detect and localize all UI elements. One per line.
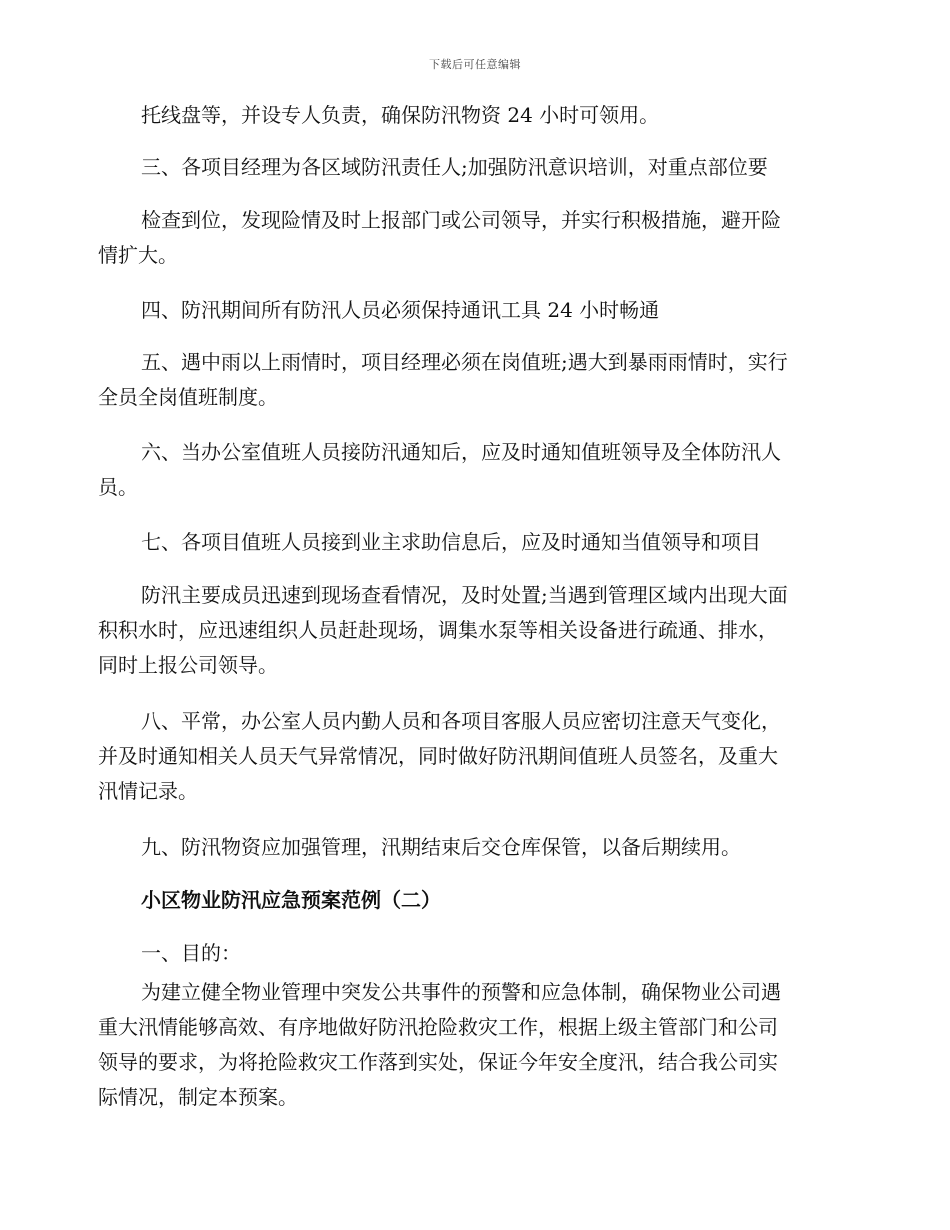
text-line: 情扩大。 <box>98 243 178 267</box>
paragraph-item-3 <box>98 150 854 185</box>
text-line: 四、防汛期间所有防汛人员必须保持通讯工具 24 小时畅通 <box>141 298 660 322</box>
text-line: 六、当办公室值班人员接防汛通知后，应及时通知值班领导及全体防汛人 <box>141 440 781 464</box>
text-line: 领导的要求，为将抢险救灾工作落到实处，保证今年安全度汛，结合我公司实 <box>98 1050 778 1074</box>
paragraph-purpose-body <box>98 975 854 1115</box>
text-line: 托线盘等，并设专人负责，确保防汛物资 24 小时可领用。 <box>141 103 660 127</box>
text-line: 汛情记录。 <box>98 779 198 803</box>
paragraph-item-4 <box>98 293 854 328</box>
text-line: 同时上报公司领导。 <box>98 653 278 677</box>
paragraph-item-6 <box>98 435 854 505</box>
text-line: 全员全岗值班制度。 <box>98 385 278 409</box>
paragraph-item-7 <box>98 525 854 560</box>
text-line: 七、各项目值班人员接到业主求助信息后，应及时通知当值领导和项目 <box>141 530 761 554</box>
paragraph-materials-duty <box>98 98 854 133</box>
text-line: 八、平常，办公室人员内勤人员和各项目客服人员应密切注意天气变化， <box>141 709 781 733</box>
paragraph-item-8 <box>98 704 854 809</box>
text-line: 检查到位，发现险情及时上报部门或公司领导，并实行积极措施，避开险 <box>141 208 781 232</box>
section-heading <box>98 883 854 918</box>
text-line: 重大汛情能够高效、有序地做好防汛抢险救灾工作，根据上级主管部门和公司 <box>98 1015 778 1039</box>
paragraph-item-3-cont <box>98 203 854 273</box>
text-line: 防汛主要成员迅速到现场查看情况，及时处置;当遇到管理区域内出现大面 <box>141 583 788 607</box>
text-line: 积积水时，应迅速组织人员赶赴现场，调集水泵等相关设备进行疏通、排水， <box>98 618 778 642</box>
paragraph-item-9 <box>98 830 854 865</box>
text-line: 九、防汛物资应加强管理，汛期结束后交仓库保管，以备后期续用。 <box>141 835 741 859</box>
text-line: 为建立健全物业管理中突发公共事件的预警和应急体制，确保物业公司遇 <box>141 980 781 1004</box>
text-line: 一、目的： <box>141 941 241 965</box>
text-line: 员。 <box>98 475 138 499</box>
text-line: 小区物业防汛应急预案范例（二） <box>141 888 441 912</box>
text-line: 际情况，制定本预案。 <box>98 1085 298 1109</box>
text-line: 并及时通知相关人员天气异常情况，同时做好防汛期间值班人员签名，及重大 <box>98 744 778 768</box>
page-header-note: 下载后可任意编辑 <box>429 58 521 71</box>
paragraph-item-7-cont <box>98 578 854 683</box>
text-line: 三、各项目经理为各区域防汛责任人;加强防汛意识培训，对重点部位要 <box>141 155 768 179</box>
paragraph-item-5 <box>98 345 854 415</box>
text-line: 五、遇中雨以上雨情时，项目经理必须在岗值班;遇大到暴雨雨情时，实行 <box>141 350 788 374</box>
subheading-purpose <box>98 936 854 971</box>
